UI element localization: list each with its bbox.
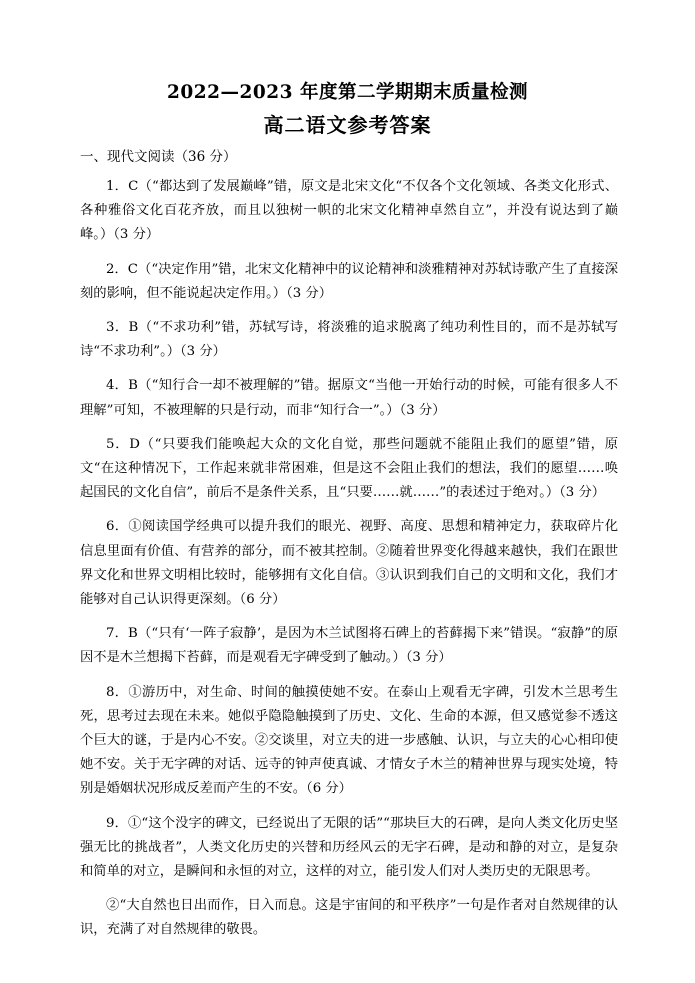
- answer-item-7: 7．B（“只有‘一阵子寂静’，是因为木兰试图将石碑上的苔藓揭下来”错误。“寂静”的原因不是木兰想揭下苔藓，而是观看无字碑受到了触动。）（3 分）: [80, 626, 618, 666]
- answer-item-8: 8．①游历中，对生命、时间的触摸使她不安。在泰山上观看无字碑，引发木兰思考生死，思考过去现在未来。她似乎隐隐触摸到了历史、文化、生命的本源，但又感觉参不透这个巨大的谜，于是内心不安。②交谈里，对立夫的进一步感触、认识，与立夫的心心相印使她不安。关于无字碑的对话、远寺的钟声使真诚、才情女子木兰的精神世界与现实处境，特别是婚姻状况形成反差而产生的不安。（6 分）: [80, 684, 618, 797]
- answer-item-1: 1．C（“都达到了发展巅峰”错，原文是北宋文化“不仅各个文化领域、各类文化形式、各种雅俗文化百花齐放，而且以独树一帜的北宋文化精神卓然自立”，并没有说达到了巅峰。）（3 分）: [80, 179, 618, 243]
- answer-item-3: 3．B（“不求功利”错，苏轼写诗，将淡雅的追求脱离了纯功利性目的，而不是苏轼写诗“不求功利”。）（3 分）: [80, 320, 618, 360]
- answer-item-2: 2．C（“决定作用”错，北宋文化精神中的议论精神和淡雅精神对苏轼诗歌产生了直接深刻的影响，但不能说起决定作用。）（3 分）: [80, 261, 618, 301]
- answer-item-6: 6．①阅读国学经典可以提升我们的眼光、视野、高度、思想和精神定力，获取碎片化信息里面有价值、有营养的部分，而不被其控制。②随着世界变化得越来越快，我们在跟世界文化和世界文明相比较时，能够拥有文化自信。③认识到我们自己的文明和文化，我们才能够对自己认识得更深刻。（6 分）: [80, 519, 618, 608]
- document-title: 2022—2023 年度第二学期期末质量检测: [167, 82, 528, 103]
- answer-item-4: 4．B（“知行合一却不被理解的”错。据原文“当他一开始行动的时候，可能有很多人不理解”可知，不被理解的只是行动，而非“知行合一”。）（3 分）: [80, 378, 618, 418]
- section-heading: 一、现代文阅读（36 分）: [80, 149, 237, 165]
- answer-item-9-part-2: ②“大自然也日出而作，日入而息。这是宇宙间的和平秩序”一句是作者对自然规律的认识，充满了对自然规律的敬畏。: [80, 898, 618, 938]
- answer-item-9-part-1: 9．①“这个没字的碑文，已经说出了无限的话”“那块巨大的石碑，是向人类文化历史坚强无比的挑战者”，人类文化历史的兴替和历经风云的无字石碑，是动和静的对立，是复杂和简单的对立，是瞬间和永恒的对立，这样的对立，能引发人们对人类历史的无限思考。: [80, 815, 618, 880]
- answer-item-5: 5．D（“只要我们能唤起大众的文化自觉，那些问题就不能阻止我们的愿望”错，原文“在这种情况下，工作起来就非常困难，但是这不会阻止我们的想法，我们的愿望……唤起国民的文化自信”，前后不是条件关系，且“只要……就……”的表述过于绝对。）（3 分）: [80, 436, 618, 501]
- document-subtitle: 高二语文参考答案: [263, 113, 432, 137]
- answer-list: [80, 175, 618, 943]
